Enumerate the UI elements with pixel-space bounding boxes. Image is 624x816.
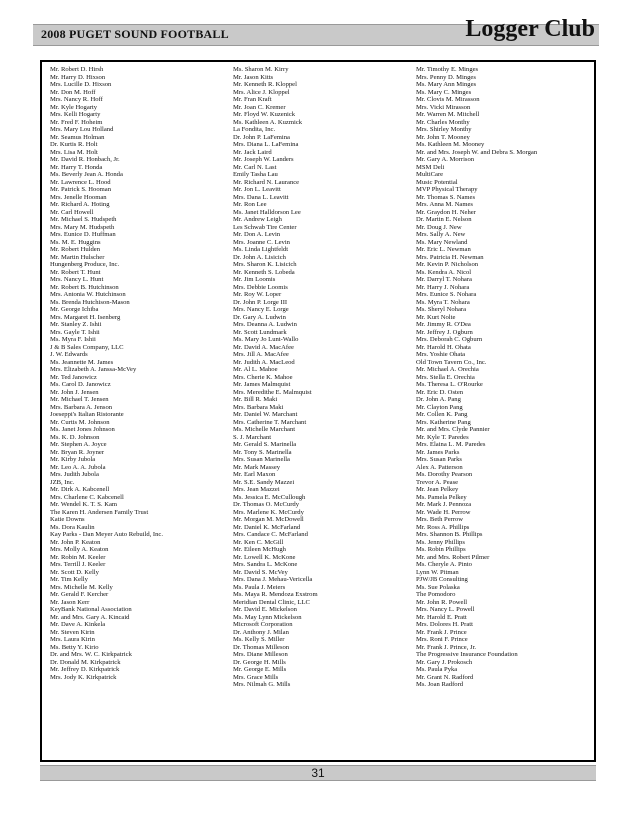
donor-name: Mr. Richard A. Hoting [50, 201, 110, 208]
donor-name: Mr. Gary A. Morrison [416, 156, 475, 163]
donor-name: Mrs. Lucille D. Hixson [50, 81, 112, 88]
donor-name: Mrs. Sally A. New [416, 231, 466, 238]
donor-name: Mr. Gary J. Prokosch [416, 658, 473, 666]
donor-name: Ms. Robin Phillips [416, 546, 466, 553]
donor-name: Mrs. Barbara Maki [233, 403, 284, 411]
donor-name: Dr. John A. Pang [416, 396, 461, 403]
donor-name: Katie Downs [50, 516, 85, 523]
donor-name: Mr. and Mrs. Joseph W. and Debra S. Morgan [416, 148, 538, 156]
donor-name: Mrs. Charlene C. Kabcenell [50, 493, 124, 501]
donor-name: Mrs. Dana L. Leavitt [233, 193, 289, 201]
donor-name: Mrs. Shirley Monthy [416, 126, 472, 133]
donor-name: Ms. Pamela Pelkey [416, 493, 467, 501]
donor-name: Mrs. Joanne C. Levin [233, 238, 290, 246]
donor-name: Ms. Brenda Hutchison-Mason [50, 298, 130, 306]
donor-name: Mr. Ron Lee [233, 201, 267, 208]
donor-list-box [40, 60, 596, 762]
donor-name: Mr. Eileen McHugh [233, 546, 286, 553]
donor-name: Mr. Gerald F. Kercher [50, 591, 109, 598]
donor-name: Mr. Don A. Levin [233, 231, 281, 238]
donor-name: Ms. Beverly Jean A. Honda [50, 171, 123, 178]
donor-name: Mrs. Katherine Pang [416, 418, 471, 426]
donor-name: Mrs. Penny D. Minges [416, 73, 476, 81]
donor-name: Mrs. Jean Mazzei [233, 486, 280, 493]
donor-name: Mrs. Jill A. MacAfee [233, 351, 289, 358]
donor-name: Ms. Joan Radford [416, 681, 464, 688]
donor-name: MVP Physical Therapy [416, 186, 478, 193]
donor-name: Mr. Michael S. Hudspeth [50, 216, 117, 223]
donor-name: Mrs. Vicki Mirasson [416, 103, 471, 111]
donor-name: Mrs. Deborah C. Ogburn [416, 336, 483, 343]
donor-name: Mrs. Barbara A. Jenson [50, 403, 113, 411]
page-number: 31 [311, 766, 325, 780]
donor-name: Ms. Carol D. Janowicz [50, 381, 111, 388]
donor-name: Mr. Bill R. Maki [233, 396, 278, 403]
donor-name: Mr. Timothy E. Minges [416, 66, 479, 73]
donor-name: Mr. James Malmquist [233, 381, 291, 388]
donor-name: Ms. Janet Halldorson Lee [233, 208, 301, 216]
donor-name: Mr. Michael A. Orechia [416, 366, 479, 373]
donor-name: Mr. Kenneth S. Lobeda [233, 268, 295, 276]
donor-name: La Fondita, Inc. [233, 126, 276, 133]
donor-name: Ms. Paula Pyka [416, 666, 458, 673]
donor-name: Ms. Betty Y. Kirio [50, 643, 99, 651]
donor-name: Ms. Dora Kaulin [50, 523, 95, 531]
page-footer [40, 765, 596, 781]
donor-name: Ms. Linda Lightfeldt [233, 246, 289, 253]
donor-name: Mrs. Dana J. Mehau-Vericella [233, 576, 313, 583]
donor-name: Mr. John T. Mooney [416, 133, 470, 141]
donor-name: Mr. Wade H. Perrow [416, 508, 471, 516]
donor-name: Ms. Kathleen A. Kuzmick [233, 118, 303, 126]
donor-name: Mrs. Stella E. Orechia [416, 373, 475, 381]
donor-name: Mr. Clovis M. Mirasson [416, 96, 480, 103]
donor-name: Mrs. Dolores H. Pratt [416, 621, 473, 628]
donor-name: Ms. Mary C. Minges [416, 88, 472, 96]
donor-column-1 [50, 66, 163, 681]
donor-name: Mrs. Lisa M. Holt [50, 148, 98, 156]
donor-name: Mr. Eric D. Osten [416, 388, 464, 396]
donor-name: Les Schwab Tire Center [233, 223, 297, 231]
donor-name: Dr. Martin E. Nelson [416, 216, 472, 223]
header-title-left: 2008 PUGET SOUND FOOTBALL [41, 27, 229, 41]
donor-name: The Progressive Insurance Foundation [416, 651, 518, 658]
donor-name: Mrs. Nancy E. Lorge [233, 306, 289, 313]
donor-name: Mr. Ross A. Phillips [416, 523, 470, 531]
donor-name: Mr. Carl N. Last [233, 163, 277, 171]
donor-name: Mr. Daniel K. McFarland [233, 523, 301, 531]
donor-name: Ms. Jessica E. McCullough [233, 493, 306, 501]
donor-name: Mrs. Meredithe E. Malmquist [233, 388, 312, 396]
donor-name: Mr. Steven Kirin [50, 628, 95, 636]
donor-name: Mr. Eric L. Newman [416, 246, 471, 253]
donor-name: Ms. Theresa L. O'Rourke [416, 381, 483, 388]
donor-name: Dr. George H. Mills [233, 658, 286, 666]
donor-name: Alex A. Patterson [416, 463, 463, 471]
donor-name: Mrs. Alice J. Kloppel [233, 88, 290, 96]
donor-name: Mr. Ken C. McGill [233, 538, 284, 546]
donor-name: Mr. Jim Loomis [233, 276, 276, 283]
donor-name: Mrs. Eunice D. Huffman [50, 231, 116, 238]
donor-name: Dr. John P. Lorge III [233, 298, 288, 306]
donor-name: Mr. David S. McVey [233, 568, 288, 576]
donor-name: KeyBank National Association [50, 606, 132, 613]
donor-name: Ms. Kendra A. Nicol [416, 268, 472, 276]
donor-name: Mr. Dave A. Kinkela [50, 621, 106, 628]
donor-name: Mr. Frank J. Prince [416, 628, 467, 636]
donor-name: Mrs. Margaret H. Isenberg [50, 313, 121, 321]
donor-name: Mr. Robert D. Hirsh [50, 66, 104, 73]
donor-name: Mrs. Gayle T. Ishii [50, 328, 100, 336]
donor-name: Mrs. Elizabeth A. Janssa-McVey [50, 366, 137, 373]
donor-name: Mr. Scott D. Kelly [50, 568, 99, 576]
donor-name: Mr. David R. Honbach, Jr. [50, 156, 120, 163]
donor-name: Ms. Myra F. Ishii [50, 336, 96, 343]
donor-name: Dr. Thomas Milleson [233, 643, 290, 651]
donor-name: Mr. Patrick S. Hooman [50, 186, 111, 193]
donor-name: Mrs. Diane Milleson [233, 651, 288, 658]
donor-name: Dr. John P. LaFemina [233, 133, 290, 141]
donor-name: Mr. Kirby Jubola [50, 456, 96, 463]
donor-name: Mrs. Mary Lou Holland [50, 126, 114, 133]
donor-name: Mrs. Diana L. LaFemina [233, 141, 299, 148]
donor-name: Mr. Kurt Nolte [416, 313, 456, 321]
donor-name: Mrs. Molly A. Keaton [50, 546, 109, 553]
donor-name: Mrs. Nancy R. Hoff [50, 96, 103, 103]
donor-name: Mr. Tim Kelly [50, 576, 88, 583]
donor-name: Mr. Seamus Holman [50, 133, 105, 141]
page-header [33, 14, 599, 44]
donor-name: Ms. Dorothy Pearson [416, 471, 473, 478]
donor-column-3 [416, 66, 537, 689]
donor-name: Mr. Wendel K. T. S. Kam [50, 501, 118, 508]
donor-name: Ms. Maya R. Mendoza Exstrom [233, 591, 318, 598]
donor-name: Ms. K. D. Johnson [50, 433, 100, 441]
donor-name: Mrs. Nancy L. Hunt [50, 276, 104, 283]
donor-name: Mr. Darryl T. Nohara [416, 276, 472, 283]
donor-name: Mrs. Grace Mills [233, 673, 279, 681]
donor-name: Mr. George E. Mills [233, 666, 287, 673]
donor-name: Mr. Michael T. Jensen [50, 396, 109, 403]
donor-name: Mr. Morgan M. McDowell [233, 516, 304, 523]
donor-name: Dr. Thomas O. McCurdy [233, 501, 299, 508]
donor-name: Mr. S.E. Sandy Mazzei [233, 478, 295, 486]
donor-name: Dr. John A. Lisicich [233, 253, 286, 261]
donor-name: Mrs. Marlene K. McCurdy [233, 508, 304, 516]
donor-name: Joeseppi's Italian Ristorante [50, 411, 124, 418]
donor-name: Mr. Frank J. Prince, Jr. [416, 643, 477, 651]
donor-name: Mr. Stanley Z. Ishii [50, 321, 102, 328]
donor-name: Mrs. Terrill J. Keeler [50, 561, 106, 568]
donor-name: Mr. Harry T. Honda [50, 163, 103, 171]
donor-name: Mr. Judith A. MacLeod [233, 358, 295, 366]
donor-name: Old Town Tavern Co., Inc. [416, 358, 487, 366]
donor-name: Ms. Kathleen M. Mooney [416, 141, 485, 148]
donor-name: Mr. and Mrs. Robert Pilmer [416, 553, 490, 561]
donor-name: Mr. Thomas S. Names [416, 193, 476, 201]
donor-name: Mrs. Roni F. Prince [416, 636, 468, 643]
donor-name: Mr. Lawrence L. Hood [50, 178, 111, 186]
donor-name: Mr. Jack Laird [233, 148, 272, 156]
donor-name: Dr. Gary A. Ludwin [233, 313, 286, 321]
donor-name: Mr. Robert B. Hutchinson [50, 283, 119, 291]
donor-name: Dr. and Mrs. W. C. Kirkpatrick [50, 651, 132, 658]
donor-name: Mr. and Mrs. Clyde Pannier [416, 426, 490, 433]
donor-name: Mr. Robert T. Hunt [50, 268, 101, 276]
donor-name: Mr. Mark Massey [233, 463, 281, 471]
donor-name: Mr. Harold H. Ohata [416, 343, 471, 351]
donor-name: Mrs. Susan Marinella [233, 456, 290, 463]
donor-name: Ms. May Lynn Mickelson [233, 613, 302, 621]
donor-name: Emily Tasha Lau [233, 171, 278, 178]
donor-name: Mr. Joseph W. Landers [233, 156, 294, 163]
donor-name: Mr. James Parks [416, 448, 460, 456]
donor-name: Mr. Bryan R. Joyner [50, 448, 105, 456]
donor-name: PJW/JB Consulting [416, 576, 468, 583]
donor-name: Mrs. Deanna A. Ludwin [233, 321, 297, 328]
donor-name: Mrs. Debbie Loomis [233, 283, 288, 291]
donor-name: Trevor A. Pease [416, 478, 459, 486]
donor-name: J. W. Edwards [50, 351, 88, 358]
header-title-right: Logger Club [465, 16, 595, 42]
donor-name: Mr. Harry D. Hixson [50, 73, 106, 81]
donor-name: Mrs. Sandra L. McKone [233, 561, 298, 568]
donor-column-2 [233, 66, 318, 689]
donor-name: Ms. Michelle Marchant [233, 426, 296, 433]
donor-name: Ms. Jenny Phillips [416, 538, 465, 546]
donor-name: Mr. Earl Maxon [233, 471, 276, 478]
donor-name: The Karen H. Andersen Family Trust [50, 508, 149, 516]
donor-name: Mr. Jeffrey J. Ogburn [416, 328, 473, 336]
donor-name: Mr. Grant N. Radford [416, 673, 474, 681]
donor-name: Ms. Mary Ann Minges [416, 81, 477, 88]
donor-name: Meridian Dental Clinic, LLC [233, 598, 310, 606]
donor-name: Mr. Gerald S. Marinella [233, 441, 297, 448]
donor-name: Mrs. Catherine T. Marchant [233, 418, 307, 426]
donor-name: Mr. Harry J. Nohara [416, 283, 470, 291]
donor-name: Mr. Kyle Hogarty [50, 103, 98, 111]
donor-name: Mr. David A. MacAfee [233, 343, 294, 351]
donor-name: Mrs. Nilmah G. Mills [233, 681, 291, 688]
donor-name: Ms. Cheryle A. Pinto [416, 561, 472, 568]
donor-name: Music Potential [416, 178, 458, 186]
donor-name: Lynn W. Pitman [416, 568, 459, 576]
donor-name: Mr. Graydon H. Neher [416, 208, 476, 216]
donor-name: Mrs. Shannon B. Phillips [416, 531, 483, 538]
donor-name: Mr. and Mrs. Gary A. Kincaid [50, 613, 130, 621]
donor-name: Mr. Martin Hulscher [50, 253, 105, 261]
donor-name: Mr. Carl Howell [50, 208, 94, 216]
donor-name: Mr. Jason Kerr [50, 598, 90, 606]
donor-name: Mrs. Laura Kirin [50, 636, 95, 643]
donor-name: Ms. Sharon M. Kirry [233, 66, 289, 73]
donor-name: Ms. Kelly S. Miller [233, 636, 285, 643]
donor-name: Mr. Lowell K. McKone [233, 553, 296, 561]
donor-name: Mr. Charles Monthy [416, 118, 470, 126]
donor-name: Mrs. Candace C. McFarland [233, 531, 308, 538]
donor-name: Mr. Jean Pelkey [416, 486, 459, 493]
donor-name: Mrs. Cherie K. Mahoe [233, 373, 293, 381]
donor-name: Mr. Richard N. Laurance [233, 178, 300, 186]
donor-name: Mr. Joan C. Kremer [233, 103, 286, 111]
donor-name: Mr. Kenneth R. Kloppel [233, 81, 297, 88]
donor-name: Ms. Mary Jo Lunt-Wallo [233, 336, 299, 343]
donor-name: Kay Parks - Dan Meyer Auto Rebuild, Inc. [50, 531, 163, 538]
donor-name: Mr. Harold E. Pratt [416, 613, 467, 621]
donor-name: Mr. Jon L. Leavitt [233, 186, 281, 193]
donor-name: Ms. Janet Jones Johnson [50, 426, 115, 433]
donor-name: Mr. Floyd W. Kuzenick [233, 111, 296, 118]
donor-name: Mrs. Michelle M. Kelly [50, 583, 113, 591]
donor-name: Dr. Donald M. Kirkpatrick [50, 658, 121, 666]
donor-name: JZB, Inc. [50, 478, 75, 486]
donor-name: Mr. Roy W. Loper [233, 291, 282, 298]
donor-name: Mr. Clayton Pang [416, 403, 463, 411]
donor-name: Mr. Daniel W. Marchant [233, 411, 298, 418]
donor-name: Mr. George Ichiba [50, 306, 99, 313]
donor-name: Mrs. Jody K. Kirkpatrick [50, 673, 117, 681]
donor-name: Mr. Fred F. Hoheim [50, 118, 103, 126]
donor-name: Hungenberg Produce, Inc. [50, 261, 120, 268]
donor-name: S. J. Marchant [233, 433, 272, 441]
donor-name: Microsoft Corporation [233, 621, 293, 628]
donor-name: Mrs. Sharon K. Lisicich [233, 261, 297, 268]
donor-name: Mr. David E. Mickelson [233, 606, 297, 613]
donor-name: Dr. Anthony J. Milan [233, 628, 289, 636]
donor-name: Mr. Fran Kraft [233, 96, 272, 103]
donor-name: Mr. John R. Powell [416, 598, 468, 606]
donor-name: Ms. Myra T. Nohara [416, 298, 470, 306]
donor-name: Mrs. Nancy L. Powell [416, 606, 475, 613]
donor-name: Mr. Scott Lundmark [233, 328, 287, 336]
donor-name: Mr. Tony S. Marinella [233, 448, 292, 456]
donor-name: Mr. Kevin P. Nicholson [416, 261, 479, 268]
donor-name: Mr. Stephen A. Joyce [50, 441, 107, 448]
donor-name: Ms. M. E. Huggins [50, 238, 101, 246]
donor-name: MSM Deli [416, 163, 445, 171]
donor-name: Mr. Warren M. Mitchell [416, 111, 480, 118]
donor-name: Mr. Al L. Mahoe [233, 366, 278, 373]
donor-name: Mr. Andrew Leigh [233, 216, 282, 223]
donor-name: J & B Sales Company, LLC [50, 343, 124, 351]
donor-name: Mrs. Susan Parks [416, 456, 462, 463]
donor-name: Mrs. Antonia W. Hutchinson [50, 291, 126, 298]
donor-name: Mrs. Jenelle Hooman [50, 193, 107, 201]
donor-name: Mr. Kyle T. Paredes [416, 433, 469, 441]
donor-name: Mr. Robin M. Keeler [50, 553, 106, 561]
donor-name: Mr. Ted Janowicz [50, 373, 97, 381]
donor-name: Ms. Sue Polaska [416, 583, 460, 591]
donor-name: Mr. Doug J. New [416, 223, 462, 231]
donor-name: Mrs. Mary M. Hudspeth [50, 223, 115, 231]
donor-name: MultiCare [416, 171, 444, 178]
donor-name: Mrs. Judith Jubola [50, 471, 99, 478]
donor-name: Mr. Leo A. A. Jubola [50, 463, 106, 471]
donor-name: Mr. Curtis M. Johnson [50, 418, 110, 426]
donor-name: Mr. Don M. Hoff [50, 88, 96, 96]
donor-name: Mrs. Eunice S. Nohara [416, 291, 477, 298]
donor-name: Mr. Robert Hulden [50, 246, 100, 253]
donor-name: Mr. John P. Keaton [50, 538, 101, 546]
donor-name: The Pomodoro [416, 591, 456, 598]
donor-name: Mrs. Patricia H. Newman [416, 253, 484, 261]
donor-name: Mrs. Anna M. Names [416, 201, 473, 208]
donor-name: Ms. Sheryl Nohara [416, 306, 466, 313]
donor-name: Mr. Dirk A. Kabcenell [50, 486, 110, 493]
donor-name: Mrs. Kelli Hogarty [50, 111, 101, 118]
donor-name: Ms. Jeannette M. James [50, 358, 114, 366]
donor-name: Mrs. Beth Perrow [416, 516, 464, 523]
donor-name: Dr. Kurtis R. Holt [50, 141, 98, 148]
donor-name: Ms. Paula J. Meiers [233, 583, 286, 591]
donor-name: Mr. Jason Kitts [233, 73, 274, 81]
donor-name: Mrs. Elaina L. M. Paredes [416, 441, 486, 448]
donor-name: Mrs. Yoshie Ohata [416, 351, 466, 358]
donor-name: Mr. Jeffrey D. Kirkpatrick [50, 666, 120, 673]
donor-name: Ms. Mary Newland [416, 238, 468, 246]
donor-name: Mr. Mark J. Pennoza [416, 501, 472, 508]
donor-name: Mr. John J. Jensen [50, 388, 99, 396]
donor-name: Mr. Jimmy R. O'Dea [416, 321, 471, 328]
donor-name: Mr. Collen K. Pang [416, 411, 468, 418]
